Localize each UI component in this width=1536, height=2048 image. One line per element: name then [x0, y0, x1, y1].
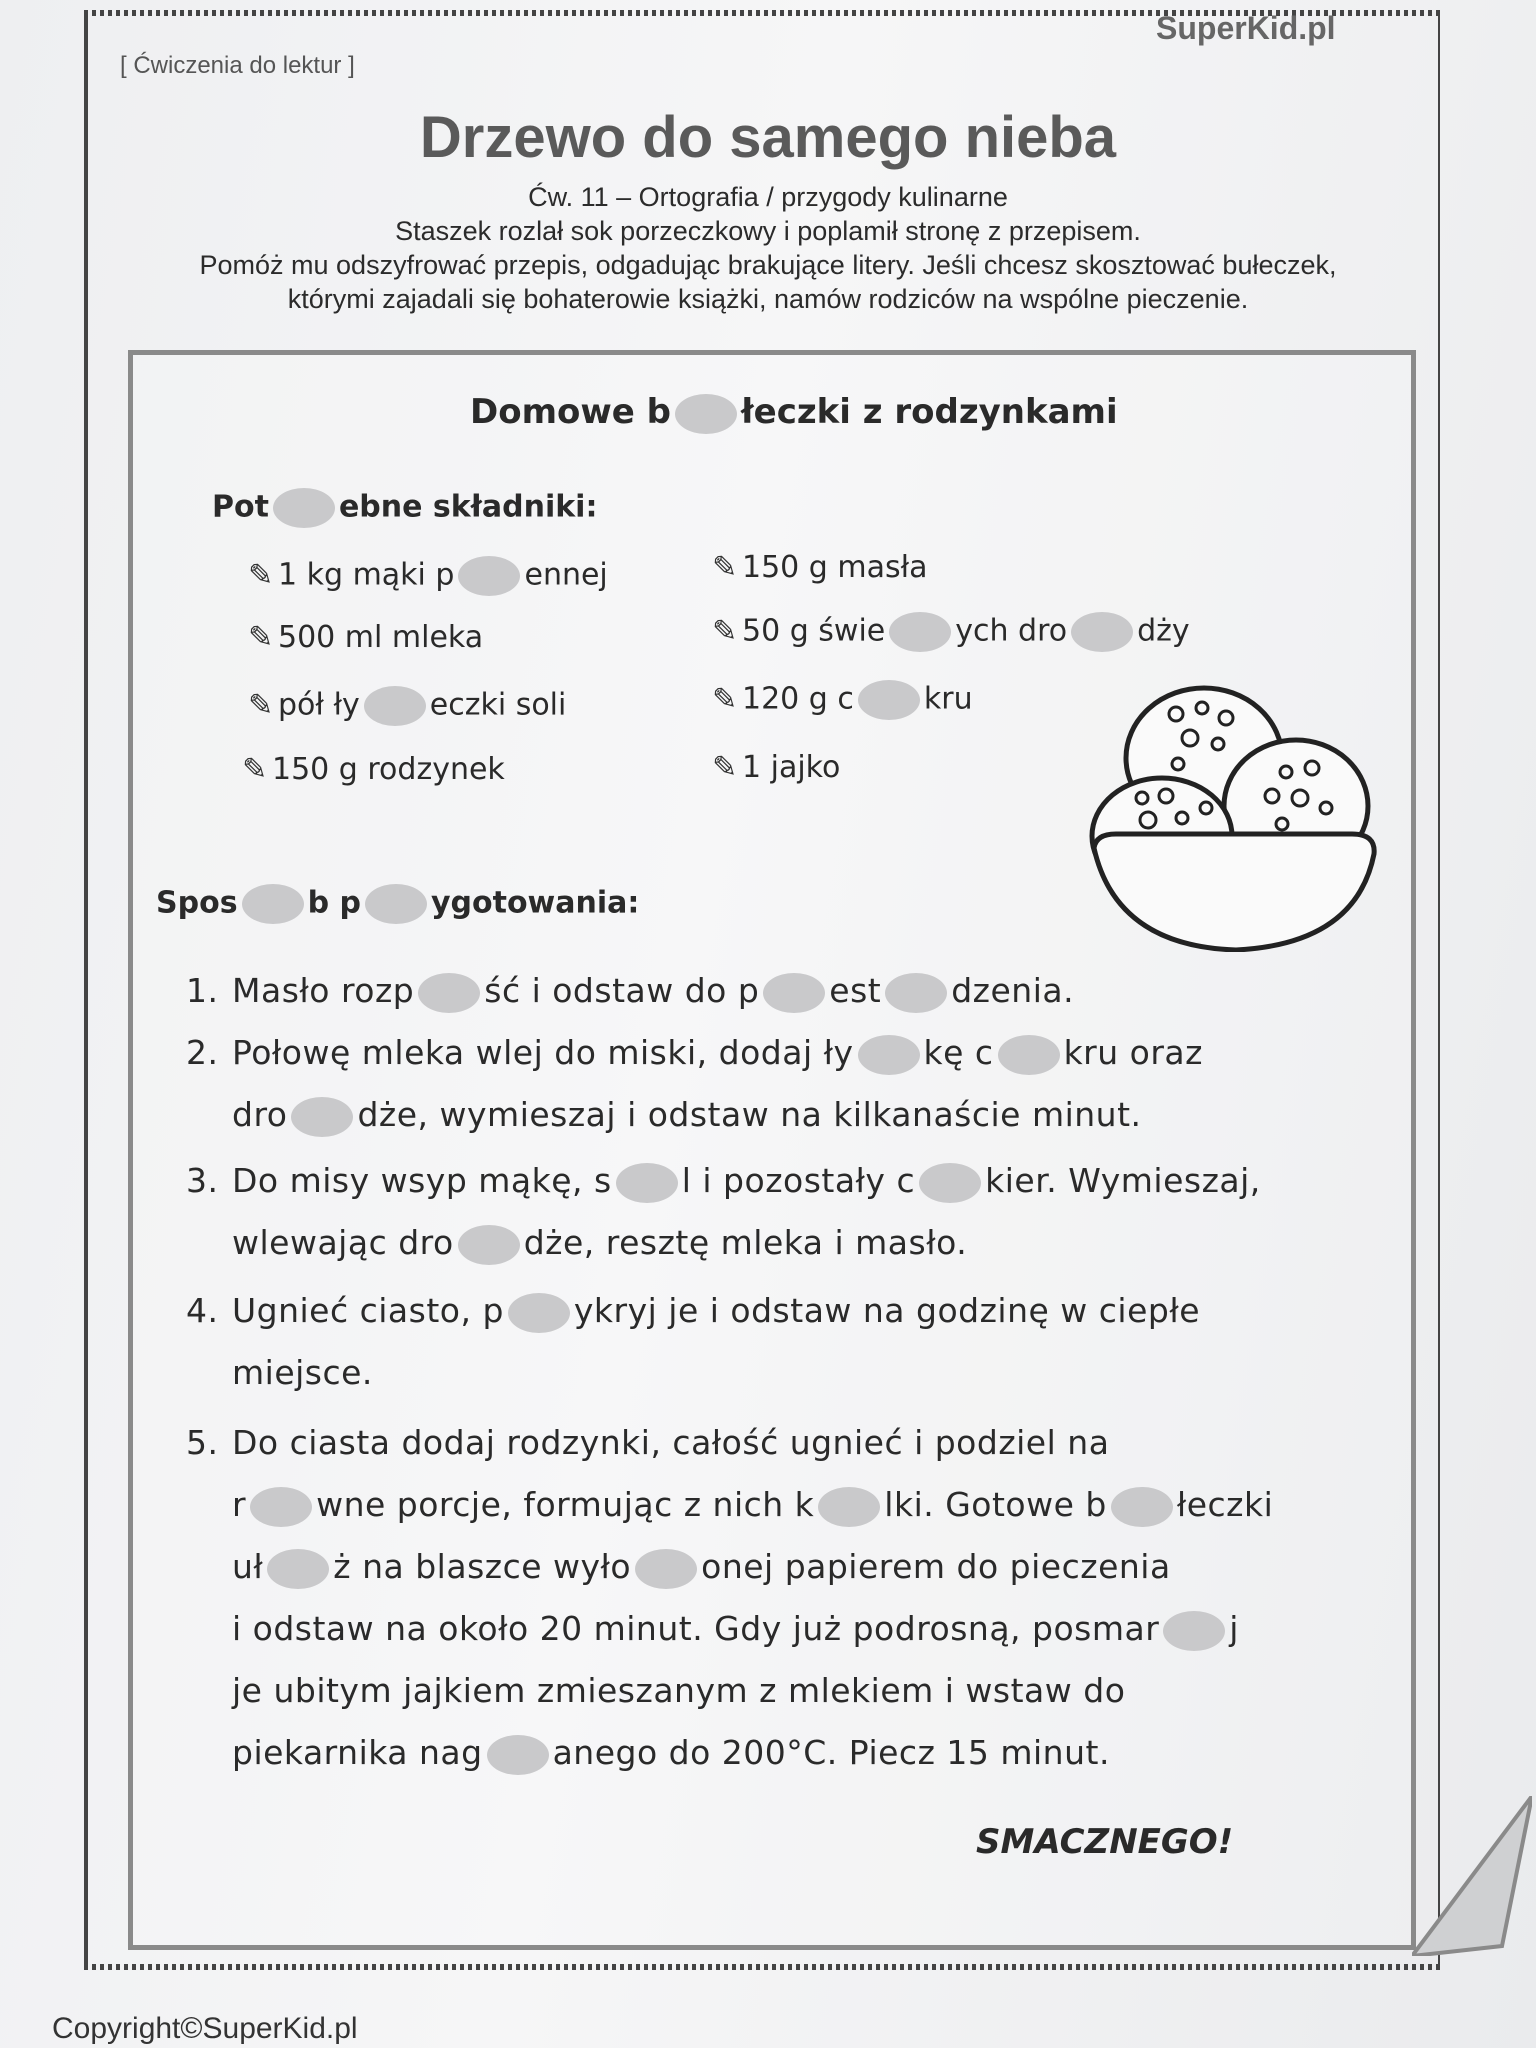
missing-letter-blot	[458, 1225, 520, 1265]
missing-letter-blot	[365, 884, 427, 924]
missing-letter-blot	[1163, 1611, 1225, 1651]
missing-letter-blot	[250, 1487, 312, 1527]
missing-letter-blot	[458, 556, 520, 596]
missing-letter-blot	[919, 1163, 981, 1203]
page-title: Drzewo do samego nieba	[419, 105, 1117, 170]
copyright-footer: Copyright©SuperKid.pl	[52, 2012, 358, 2045]
closing-text: SMACZNEGO!	[976, 1822, 1234, 1862]
missing-letter-blot	[242, 884, 304, 924]
ingredient-item: ✎ 150 g rodzynek	[242, 752, 505, 787]
intro-line-3: Pomóż mu odszyfrować przepis, odgadując brakujące litery. Jeśli chcesz skosztować bułeczek,	[199, 250, 1337, 280]
missing-letter-blot	[418, 973, 480, 1013]
ingredient-item: ✎ 500 ml mleka	[248, 620, 484, 655]
intro-line-4: którymi zajadali się bohaterowie książki, namów rodziców na wspólne pieczenie.	[287, 284, 1249, 314]
page-curl-corner	[1412, 1796, 1532, 1956]
missing-letter-blot	[885, 973, 947, 1013]
missing-letter-blot	[616, 1163, 678, 1203]
missing-letter-blot	[675, 394, 737, 434]
missing-letter-blot	[291, 1097, 353, 1137]
missing-letter-blot	[508, 1293, 570, 1333]
recipe-step: 4. Ugnieć ciasto, p ykryj je i odstaw na godzinę w ciepłe miejsce.	[186, 1291, 1201, 1392]
leaf-bullet-icon: ✎	[712, 681, 738, 717]
recipe-step: 1. Masło rozp ść i odstaw do p est dzenia.	[186, 960, 1426, 1022]
missing-letter-blot	[1111, 1487, 1173, 1527]
missing-letter-blot	[267, 1549, 329, 1589]
bowl-of-buns-illustration	[1086, 668, 1382, 952]
ingredient-item: ✎ 50 g świe ych dro dży	[712, 612, 1190, 652]
ingredient-item: ✎ 120 g c kru	[712, 680, 973, 720]
recipe-step: 2. Połowę mleka wlej do miski, dodaj ły kę c kru oraz dro dże, wymieszaj i odstaw na kilkanaście minut.	[186, 1022, 1426, 1146]
leaf-bullet-icon: ✎	[248, 687, 274, 723]
missing-letter-blot	[1071, 612, 1133, 652]
leaf-bullet-icon: ✎	[248, 557, 274, 593]
ingredient-item: ✎ 1 jajko	[712, 750, 841, 785]
leaf-bullet-icon: ✎	[712, 550, 738, 585]
method-heading: Spos b p ygotowania:	[156, 884, 639, 924]
leaf-bullet-icon: ✎	[712, 613, 738, 649]
ingredient-item: ✎ 1 kg mąki p ennej	[248, 556, 608, 596]
intro-text	[100, 180, 1436, 316]
ingredient-item: ✎ pół ły eczki soli	[248, 686, 566, 726]
missing-letter-blot	[487, 1735, 549, 1775]
intro-line-2: Staszek rozlał sok porzeczkowy i poplamił stronę z przepisem.	[395, 216, 1141, 246]
ingredients-heading: Pot ebne składniki:	[212, 488, 597, 528]
recipe-step: 3. Do misy wsyp mąkę, s l i pozostały c kier. Wymieszaj, wlewając dro dże, resztę mleka i masło.	[186, 1150, 1426, 1274]
category-label: [ Ćwiczenia do lektur ]	[120, 52, 355, 79]
missing-letter-blot	[763, 973, 825, 1013]
missing-letter-blot	[273, 488, 335, 528]
leaf-bullet-icon: ✎	[242, 752, 268, 787]
brand-logo-text: SuperKid.pl	[1156, 10, 1336, 46]
missing-letter-blot	[858, 1035, 920, 1075]
missing-letter-blot	[818, 1487, 880, 1527]
missing-letter-blot	[889, 612, 951, 652]
missing-letter-blot	[858, 680, 920, 720]
missing-letter-blot	[364, 686, 426, 726]
exercise-label: Ćw. 11 – Ortografia / przygody kulinarne	[528, 182, 1008, 212]
leaf-bullet-icon: ✎	[248, 620, 274, 655]
ingredient-item: ✎ 150 g masła	[712, 550, 928, 585]
leaf-bullet-icon: ✎	[712, 750, 738, 785]
recipe-title: Domowe b łeczki z rodzynkami	[470, 392, 1118, 432]
missing-letter-blot	[635, 1549, 697, 1589]
missing-letter-blot	[998, 1035, 1060, 1075]
recipe-step: 5. Do ciasta dodaj rodzynki, całość ugnieć i podziel na r wne porcje, formując z nich k lki. Gotowe b łeczki uł ż na blaszce wyło onej papierem do pieczenia i odstaw na około 20 minut. Gdy już podrosną, posmar j je ubitym jajkiem zmieszanym z mlekiem i wstaw do piekarnika nag anego do 200°C. Piecz 15 minut.	[186, 1412, 1426, 1784]
